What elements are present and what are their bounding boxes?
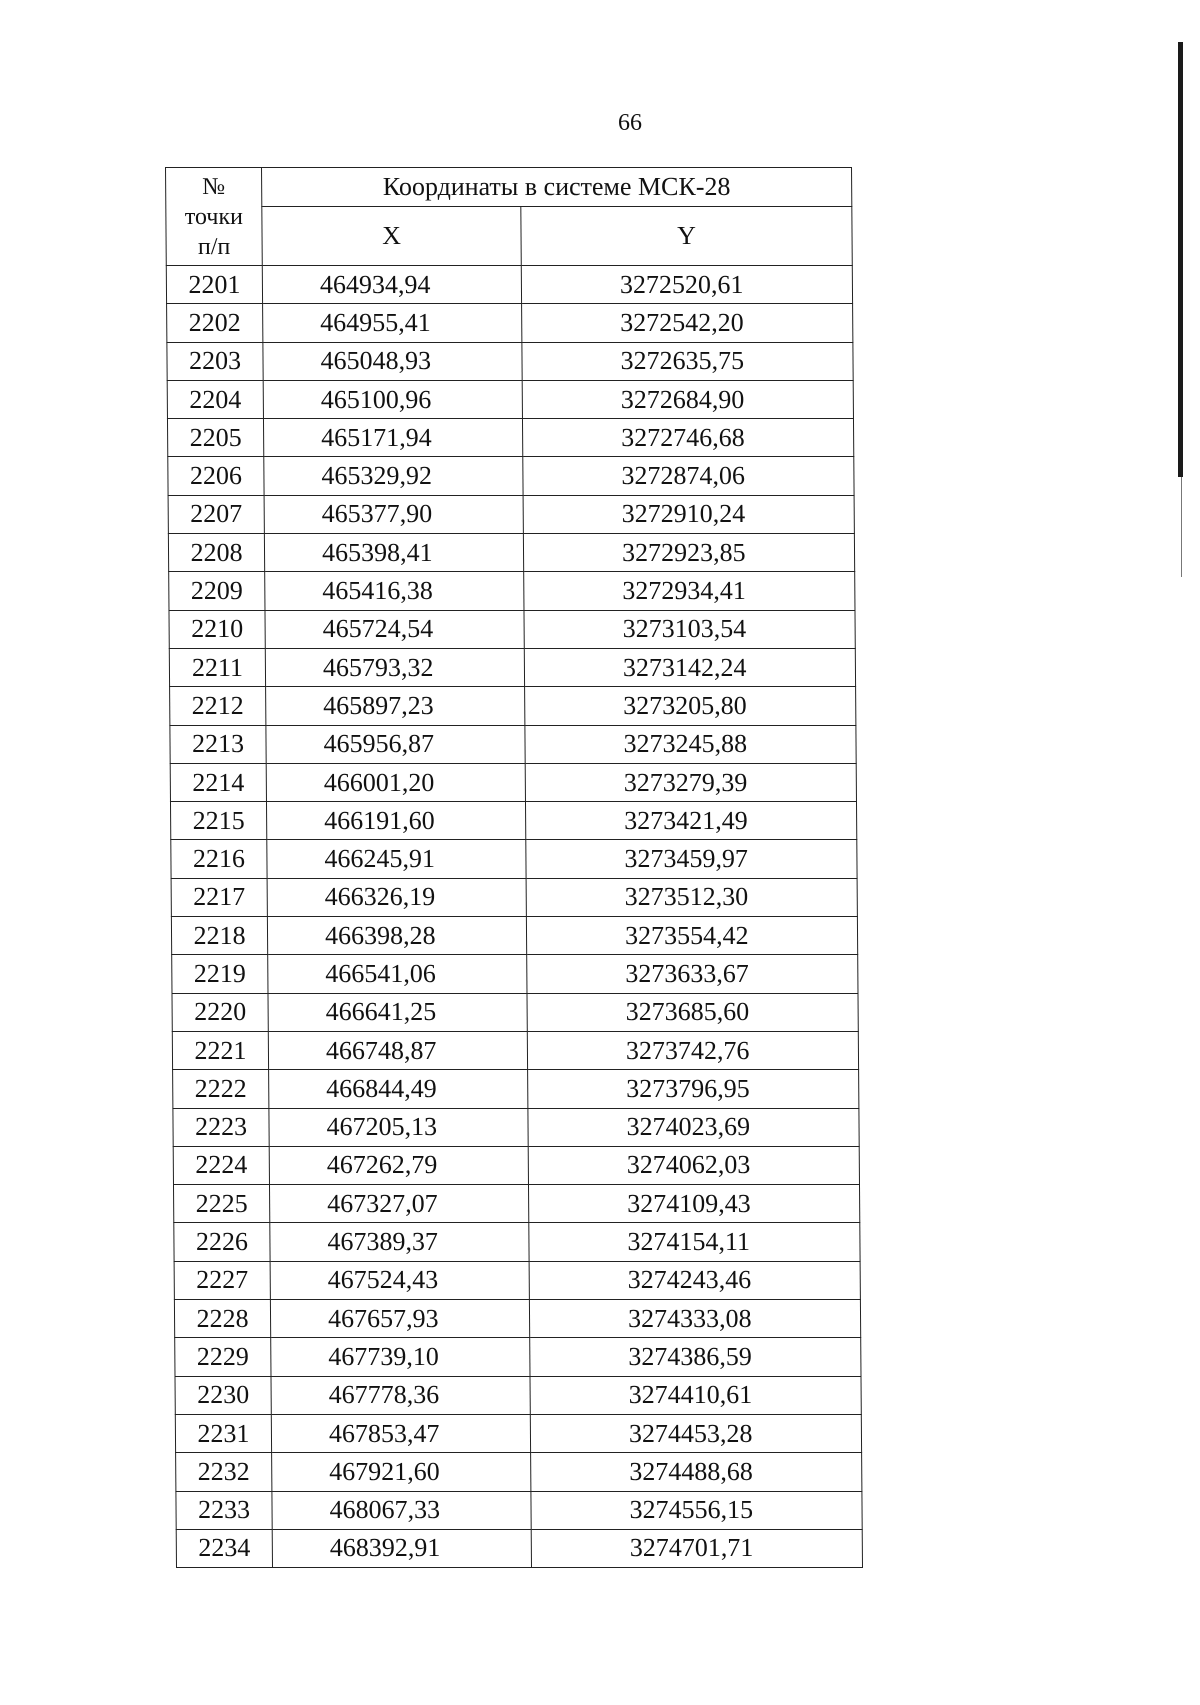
y-coordinate-cell-text: 3272934,41 [622,576,746,606]
point-number-cell-text: 2203 [188,346,242,376]
y-coordinate-cell [529,1300,860,1338]
y-coordinate-cell [524,648,855,686]
point-number-cell [176,1453,272,1491]
y-coordinate-cell-text: 3273245,88 [623,729,748,759]
point-number-cell [175,1414,271,1452]
point-number-cell-text: 2207 [190,499,243,529]
point-number-cell-text: 2213 [191,729,245,759]
point-number-cell-text: 2209 [190,576,243,606]
y-coordinate-cell [530,1376,861,1414]
point-number-cell-text: 2222 [194,1073,247,1103]
point-number-cell [174,1223,270,1261]
y-coordinate-cell-text: 3274023,69 [626,1112,751,1142]
point-number-cell-text: 2202 [188,307,241,337]
table-row [175,1414,861,1452]
x-coordinate-cell-text: 465897,23 [323,690,434,720]
point-number-cell-text: 2216 [192,844,246,874]
table-row [168,495,854,533]
point-number-cell-text: 2210 [191,614,244,644]
x-coordinate-cell-text: 464934,94 [319,269,431,299]
x-coordinate-cell [270,1261,529,1299]
x-coordinate-cell [271,1338,530,1376]
table-row [174,1261,860,1299]
y-coordinate-cell-text: 3274386,59 [628,1341,752,1371]
point-number-header [166,168,263,266]
x-column-header: X [262,207,521,266]
y-coordinate-cell-text: 3272684,90 [620,384,745,414]
x-coordinate-cell-text: 465171,94 [321,422,432,452]
y-coordinate-cell-text: 3273633,67 [625,958,749,988]
x-coordinate-cell [263,342,522,380]
y-coordinate-cell [523,495,854,533]
y-coordinate-cell [529,1223,860,1261]
point-number-cell [175,1376,271,1414]
point-number-cell [170,802,266,840]
point-number-cell [168,495,264,533]
scan-edge-mark-thin [1181,477,1182,577]
table-row [169,648,855,686]
y-coordinate-cell [528,1146,859,1184]
table-row [172,955,858,993]
point-number-cell-text: 2224 [195,1150,248,1180]
x-coordinate-cell [266,687,525,725]
table-row [172,993,858,1031]
scan-edge-mark [1178,42,1183,477]
point-number-cell-text: 2223 [194,1112,248,1142]
point-number-cell [168,534,264,572]
point-number-cell [170,725,266,763]
x-coordinate-cell [269,1185,528,1223]
coordinates-table [165,167,863,1568]
point-number-cell [171,917,267,955]
table-row [174,1223,860,1261]
point-number-cell-text: 2201 [188,269,241,299]
y-coordinate-cell-text: 3274410,61 [628,1380,753,1410]
x-coordinate-cell [268,993,527,1031]
x-coordinate-cell-text: 467739,10 [328,1341,439,1371]
x-coordinate-cell-text: 467262,79 [326,1150,438,1180]
point-number-header-line2: точки [184,203,244,230]
x-coordinate-cell-text: 465100,96 [320,384,432,414]
x-coordinate-cell [265,572,524,610]
y-coordinate-cell-text: 3274109,43 [627,1188,751,1218]
x-coordinate-cell-text: 465793,32 [322,652,434,682]
table-row [173,1108,859,1146]
point-number-cell [173,1108,269,1146]
point-number-cell-text: 2205 [189,422,242,452]
coordinates-group-header: Координаты в системе МСК-28 [262,168,852,207]
y-coordinate-cell [526,917,857,955]
table-row [176,1491,862,1529]
point-number-cell-text: 2218 [193,920,246,950]
y-coordinate-cell [530,1414,861,1452]
x-coordinate-cell-text: 466001,20 [323,767,435,797]
point-number-cell-text: 2215 [192,805,245,835]
y-coordinate-cell-text: 3272874,06 [621,461,746,491]
y-coordinate-cell [523,534,854,572]
point-number-cell-text: 2226 [195,1227,249,1257]
x-coordinate-cell [272,1453,531,1491]
point-number-cell-text: 2225 [195,1188,248,1218]
point-number-cell [167,342,263,380]
table-row [169,610,855,648]
y-coordinate-cell [528,1070,859,1108]
point-number-cell [174,1261,270,1299]
x-coordinate-cell-text: 466326,19 [324,882,436,912]
x-coordinate-cell [265,648,524,686]
point-number-cell-text: 2228 [196,1303,249,1333]
point-number-cell [171,840,267,878]
table-row [173,1070,859,1108]
x-coordinate-cell-text: 466541,06 [325,958,436,988]
y-coordinate-cell-text: 3273459,97 [624,844,749,874]
table-row [175,1376,861,1414]
y-coordinate-cell [525,802,856,840]
table-row [170,725,856,763]
table-row [171,840,857,878]
y-coordinate-cell-text: 3273421,49 [624,805,748,835]
y-coordinate-cell [527,955,858,993]
table-row [168,534,854,572]
y-coordinate-cell-text: 3273512,30 [624,882,749,912]
x-coordinate-cell-text: 467205,13 [326,1112,438,1142]
y-coordinate-cell [527,1031,858,1069]
point-number-cell-text: 2220 [194,997,247,1027]
x-coordinate-cell-text: 465956,87 [323,729,435,759]
x-coordinate-cell [266,763,525,801]
point-number-cell-text: 2233 [197,1495,251,1525]
x-coordinate-cell [270,1300,529,1338]
point-number-cell [172,993,268,1031]
x-coordinate-cell-text: 467657,93 [327,1303,439,1333]
y-coordinate-cell-text: 3272910,24 [621,499,746,529]
point-number-cell [173,1070,269,1108]
point-number-cell [167,304,263,342]
x-coordinate-cell [267,840,526,878]
y-coordinate-cell [522,380,853,418]
y-coordinate-cell-text: 3273142,24 [622,652,747,682]
x-coordinate-cell [266,725,525,763]
point-number-cell [168,457,264,495]
x-coordinate-cell [267,878,526,916]
x-coordinate-cell [268,955,527,993]
y-coordinate-cell-text: 3273205,80 [623,690,747,720]
table-row [176,1529,862,1567]
y-coordinate-cell [522,342,853,380]
x-coordinate-cell [269,1070,528,1108]
point-number-cell-text: 2204 [189,384,242,414]
y-coordinate-cell [522,304,853,342]
y-coordinate-cell [524,572,855,610]
y-coordinate-cell [527,993,858,1031]
table-row [166,266,852,304]
y-coordinate-cell-text: 3273796,95 [626,1073,750,1103]
page-number: 66 [618,110,642,136]
x-coordinate-cell [271,1414,530,1452]
y-coordinate-cell [524,610,855,648]
point-number-cell [174,1300,270,1338]
y-coordinate-cell [531,1529,862,1567]
x-coordinate-cell [272,1529,531,1567]
x-coordinate-cell [266,802,525,840]
y-coordinate-cell-text: 3273554,42 [624,920,749,950]
table-row [167,380,853,418]
point-number-cell [169,610,265,648]
x-coordinate-cell-text: 465398,41 [321,537,433,567]
point-number-cell-text: 2211 [191,652,244,682]
table-row [171,878,857,916]
y-coordinate-cell [525,725,856,763]
point-number-cell-text: 2232 [197,1456,250,1486]
point-number-cell-text: 2221 [194,1035,247,1065]
y-coordinate-cell-text: 3274243,46 [627,1265,752,1295]
x-coordinate-cell-text: 465377,90 [321,499,433,529]
point-number-cell [169,572,265,610]
y-coordinate-cell [528,1108,859,1146]
table-row [170,802,856,840]
y-coordinate-cell [531,1453,862,1491]
table-row [176,1453,862,1491]
x-coordinate-cell-text: 465724,54 [322,614,434,644]
point-number-cell-text: 2230 [197,1380,250,1410]
y-coordinate-cell-text: 3273279,39 [623,767,748,797]
x-coordinate-cell [272,1491,531,1529]
y-coordinate-cell-text: 3274556,15 [629,1495,754,1525]
point-number-cell-text: 2229 [196,1341,249,1371]
point-number-cell [173,1185,269,1223]
y-coordinate-cell [530,1338,861,1376]
x-coordinate-cell-text: 466191,60 [324,805,435,835]
point-number-cell [176,1491,272,1529]
x-coordinate-cell [271,1376,530,1414]
table-row [174,1300,860,1338]
point-number-cell-text: 2217 [193,882,246,912]
x-coordinate-cell [265,610,524,648]
x-coordinate-cell-text: 466748,87 [325,1035,437,1065]
table-row [170,763,856,801]
table-row [173,1185,859,1223]
y-coordinate-cell-text: 3274154,11 [627,1227,751,1257]
point-number-cell [171,878,267,916]
y-coordinate-cell-text: 3272746,68 [621,422,745,452]
y-coordinate-cell-text: 3272520,61 [619,269,744,299]
table-row [172,1031,858,1069]
y-coordinate-cell [526,878,857,916]
y-coordinate-cell-text: 3272635,75 [620,346,745,376]
x-coordinate-cell-text: 466245,91 [324,844,436,874]
x-coordinate-cell-text: 466641,25 [325,997,437,1027]
point-number-header-line1: № [202,173,226,200]
point-number-cell [169,648,265,686]
point-number-cell [175,1338,271,1376]
x-coordinate-cell [263,304,522,342]
table-row [171,917,857,955]
y-coordinate-cell [531,1491,862,1529]
point-number-cell-text: 2208 [190,537,243,567]
x-coordinate-cell [269,1146,528,1184]
x-coordinate-cell [262,266,521,304]
x-coordinate-cell [264,457,523,495]
y-coordinate-cell [528,1185,859,1223]
x-coordinate-cell-text: 465329,92 [321,461,433,491]
x-coordinate-cell [269,1108,528,1146]
y-coordinate-cell-text: 3273685,60 [625,997,750,1027]
x-coordinate-cell-text: 465048,93 [320,346,432,376]
x-coordinate-cell-text: 467778,36 [328,1380,440,1410]
table-row [170,687,856,725]
y-coordinate-cell-text: 3274062,03 [626,1150,751,1180]
y-coordinate-cell [523,457,854,495]
point-number-cell-text: 2227 [196,1265,249,1295]
x-coordinate-cell-text: 468392,91 [329,1533,441,1563]
point-number-cell [170,687,266,725]
point-number-cell-text: 2206 [189,461,243,491]
x-coordinate-cell [264,534,523,572]
x-coordinate-cell-text: 464955,41 [320,307,431,337]
point-number-cell-text: 2212 [191,690,244,720]
x-coordinate-cell-text: 468067,33 [329,1495,441,1525]
y-coordinate-cell [526,840,857,878]
point-number-cell [172,1031,268,1069]
point-number-cell [173,1146,269,1184]
x-coordinate-cell [268,1031,527,1069]
table-row [167,342,853,380]
y-coordinate-cell [529,1261,860,1299]
x-coordinate-cell [267,917,526,955]
x-coordinate-cell-text: 465416,38 [322,576,433,606]
x-coordinate-cell-text: 467853,47 [328,1418,440,1448]
point-number-cell [167,380,263,418]
y-column-header: Y [521,207,852,266]
x-coordinate-cell [263,380,522,418]
coordinates-table-wrapper [165,167,863,1568]
point-number-cell [167,419,263,457]
x-coordinate-cell-text: 466844,49 [326,1073,437,1103]
x-coordinate-cell-text: 467389,37 [327,1227,439,1257]
y-coordinate-cell-text: 3272923,85 [621,537,746,567]
x-coordinate-cell [270,1223,529,1261]
y-coordinate-cell [525,763,856,801]
y-coordinate-cell [525,687,856,725]
point-number-cell-text: 2234 [198,1533,251,1563]
table-body [166,266,862,1568]
table-row [175,1338,861,1376]
y-coordinate-cell [522,419,853,457]
point-number-cell-text: 2231 [197,1418,250,1448]
y-coordinate-cell-text: 3273742,76 [625,1035,750,1065]
x-coordinate-cell [263,419,522,457]
point-number-cell-text: 2214 [192,767,245,797]
x-coordinate-cell-text: 467921,60 [329,1456,440,1486]
table-row [169,572,855,610]
x-coordinate-cell-text: 467524,43 [327,1265,439,1295]
point-number-cell [170,763,266,801]
point-number-cell [172,955,268,993]
point-number-cell [176,1529,272,1567]
table-row [167,419,853,457]
y-coordinate-cell-text: 3274333,08 [627,1303,752,1333]
x-coordinate-cell-text: 467327,07 [327,1188,438,1218]
y-coordinate-cell-text: 3274453,28 [628,1418,753,1448]
table-row [168,457,854,495]
point-number-cell [166,266,262,304]
table-row [167,304,853,342]
y-coordinate-cell-text: 3272542,20 [620,307,744,337]
y-coordinate-cell-text: 3274701,71 [629,1533,754,1563]
x-coordinate-cell [264,495,523,533]
table-row [173,1146,859,1184]
point-number-cell-text: 2219 [193,958,246,988]
point-number-header-line3: п/п [197,233,231,260]
y-coordinate-cell-text: 3273103,54 [622,614,747,644]
x-coordinate-cell-text: 466398,28 [324,920,436,950]
y-coordinate-cell [521,266,852,304]
y-coordinate-cell-text: 3274488,68 [629,1456,753,1486]
